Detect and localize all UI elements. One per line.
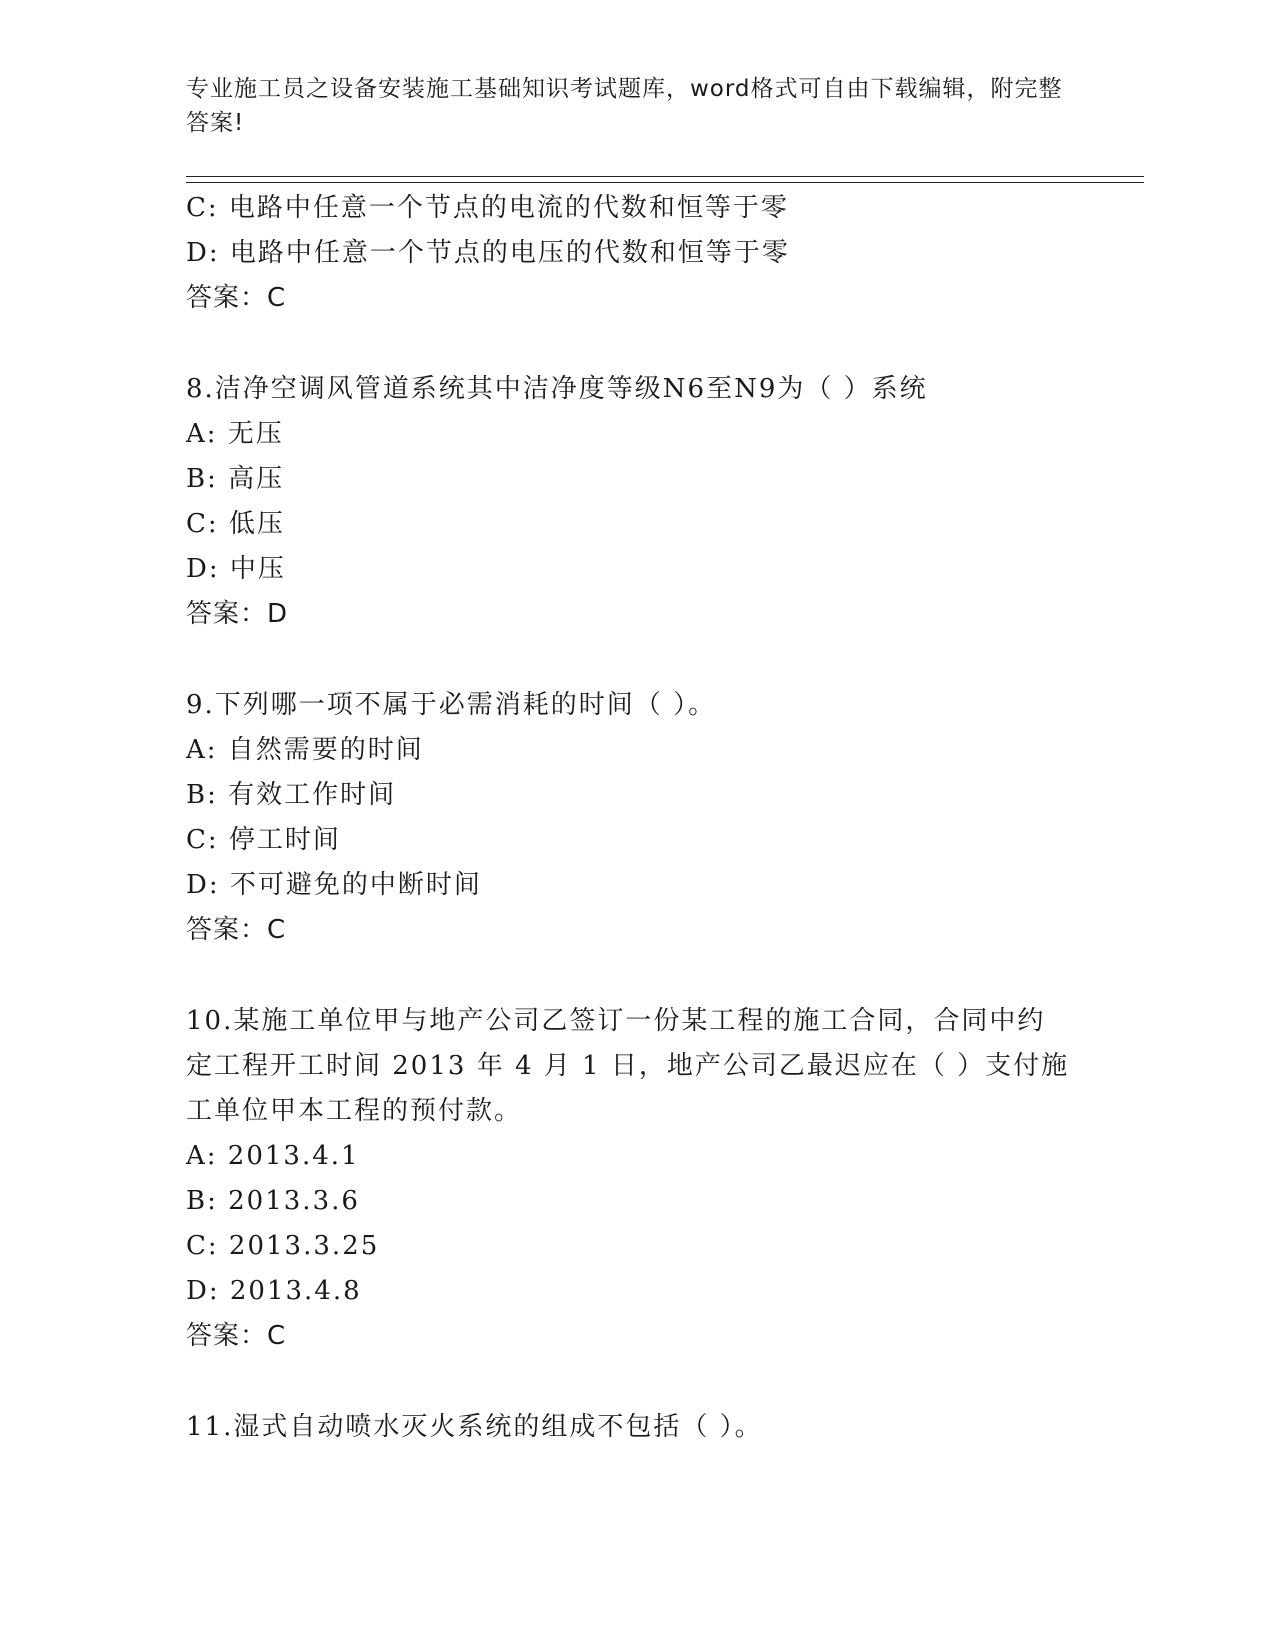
option-c: C: 2013.3.25 [186, 1231, 380, 1261]
document-body [186, 186, 1086, 1450]
option-b: B: 2013.3.6 [186, 1186, 360, 1216]
answer-line: 答案：D [186, 599, 289, 629]
option-d: D: 中压 [186, 554, 286, 584]
option-c: C: 低压 [186, 509, 285, 539]
question-stem-line-2: 定工程开工时间 2013 年 4 月 1 日，地产公司乙最迟应在（ ）支付施 [186, 1051, 1070, 1081]
option-b: B: 有效工作时间 [186, 780, 397, 810]
option-a: A: 自然需要的时间 [186, 735, 424, 765]
answer-line: 答案：C [186, 915, 287, 945]
question-11 [186, 1405, 1086, 1450]
option-c: C: 停工时间 [186, 825, 341, 855]
answer-line: 答案：C [186, 283, 287, 313]
option-d: D: 2013.4.8 [186, 1276, 362, 1306]
question-stem: 9.下列哪一项不属于必需消耗的时间（ ）。 [186, 690, 717, 720]
option-a: A: 2013.4.1 [186, 1141, 360, 1171]
question-7-continued [186, 186, 1086, 321]
header-divider-bottom [186, 182, 1144, 183]
question-stem: 11.湿式自动喷水灭火系统的组成不包括（ ）。 [186, 1412, 763, 1442]
question-9 [186, 683, 1086, 953]
header-divider-top [186, 176, 1144, 177]
option-d: D: 不可避免的中断时间 [186, 870, 482, 900]
option-b: B: 高压 [186, 464, 285, 494]
header-title: 专业施工员之设备安装施工基础知识考试题库，word格式可自由下载编辑，附完整答案! [186, 76, 1063, 136]
question-10 [186, 999, 1086, 1359]
question-stem-line-3: 工单位甲本工程的预付款。 [186, 1096, 523, 1126]
document-header [186, 72, 1086, 140]
option-a: A: 无压 [186, 419, 284, 449]
option-d: D: 电路中任意一个节点的电压的代数和恒等于零 [186, 238, 790, 268]
answer-line: 答案：C [186, 1321, 287, 1351]
question-stem-line-1: 10.某施工单位甲与地产公司乙签订一份某工程的施工合同，合同中约 [186, 1006, 1046, 1036]
question-stem: 8.洁净空调风管道系统其中洁净度等级N6至N9为（ ）系统 [186, 374, 928, 404]
question-8 [186, 367, 1086, 637]
option-c: C: 电路中任意一个节点的电流的代数和恒等于零 [186, 193, 789, 223]
